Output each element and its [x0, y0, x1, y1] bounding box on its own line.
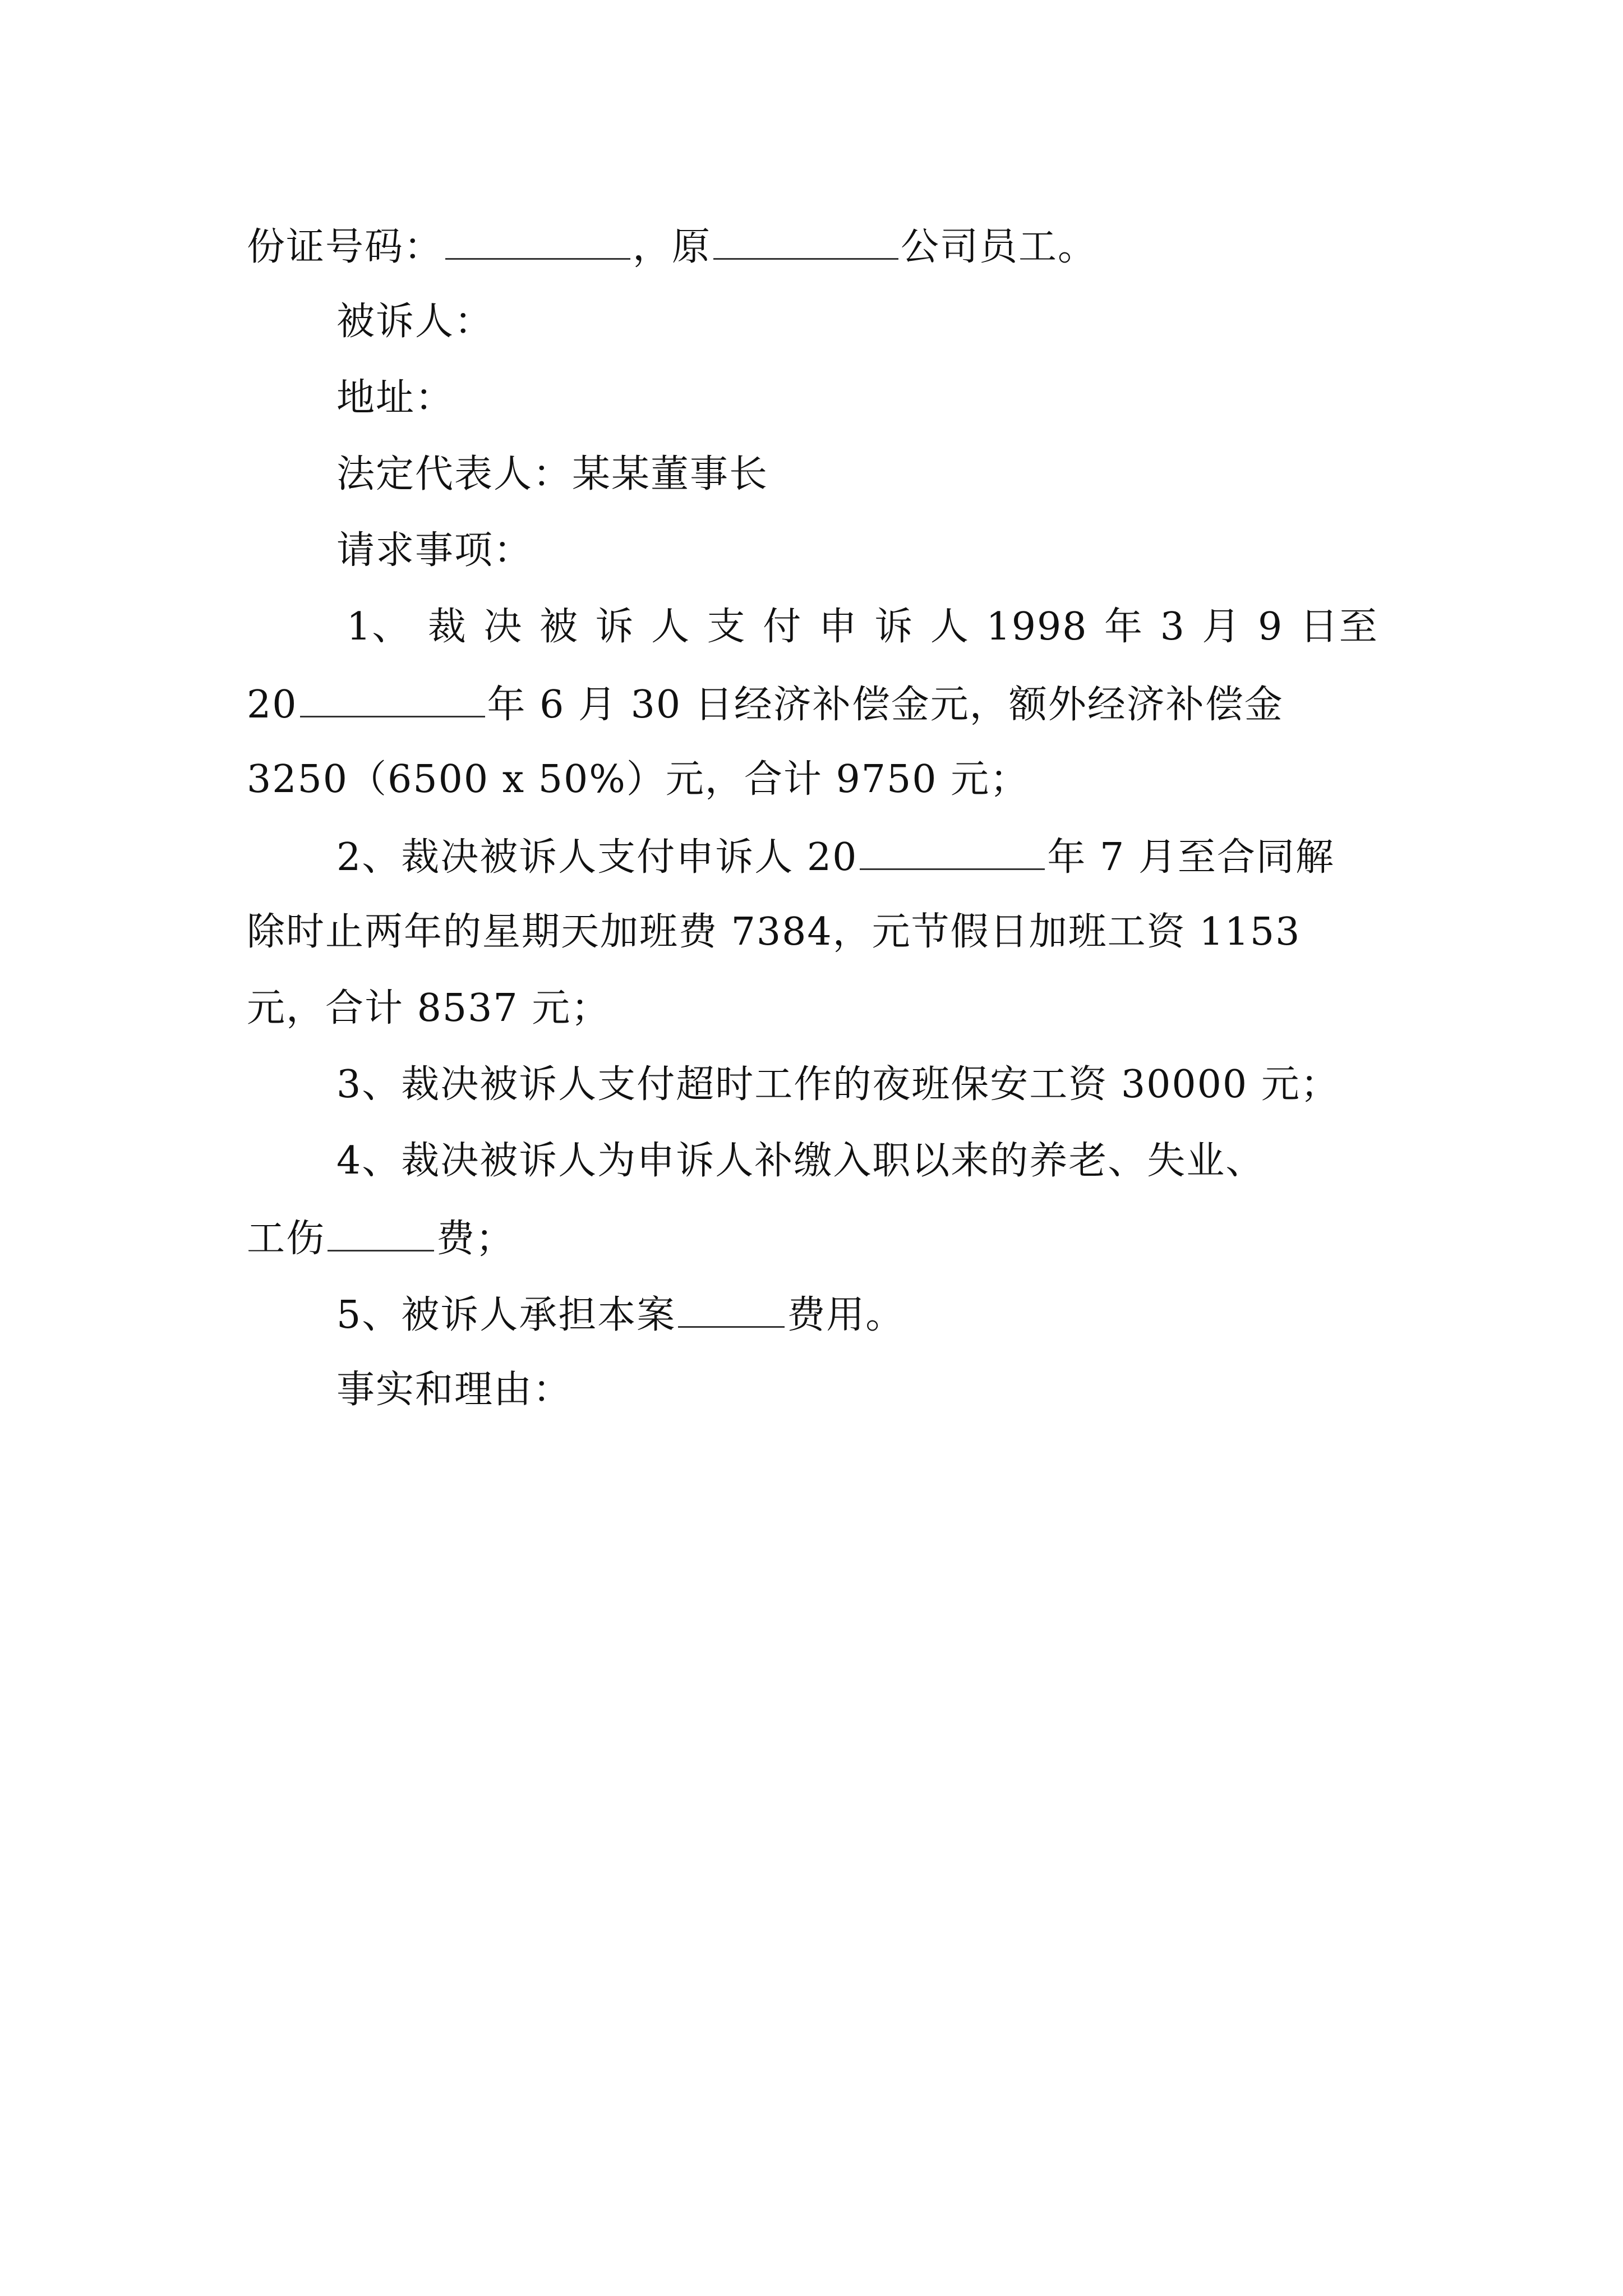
item-1-token: 裁: [427, 605, 467, 649]
request-item-2-row-2: 除时止两年的星期天加班费 7384，元节假日加班工资 1153: [247, 910, 1301, 954]
item-1-token: 年: [1104, 605, 1144, 649]
item-5-text-a: 5、被诉人承担本案: [336, 1293, 676, 1337]
legal-representative: 法定代表人：某某董事长: [336, 452, 769, 496]
compensation-text: 年 6 月 30 日经济补偿金元，额外经济补偿金: [487, 683, 1284, 727]
item-2-text-b: 年 7 月至合同解: [1047, 835, 1335, 880]
item-1-token: 日至: [1299, 605, 1378, 649]
request-item-1-row-1: [347, 600, 1378, 654]
year-blank: [300, 677, 485, 717]
request-item-1-row-3: 3250（6500 x 50%）元，合计 9750 元；: [247, 757, 1030, 802]
id-number-blank: [445, 219, 630, 260]
item-5-text-b: 费用。: [787, 1293, 905, 1337]
facts-heading: 事实和理由：: [336, 1368, 573, 1412]
item-5-blank: [678, 1287, 785, 1328]
item-1-token: 被: [539, 605, 579, 649]
employee-label: 公司员工。: [901, 225, 1098, 269]
item-1-token: 申: [818, 605, 858, 649]
item-2-year-blank: [860, 829, 1045, 870]
fee-label: 费；: [436, 1217, 515, 1261]
request-item-1-row-2: [247, 677, 1391, 730]
injury-blank: [328, 1211, 434, 1251]
requests-heading: 请求事项：: [336, 528, 533, 573]
item-1-token: 1998: [986, 605, 1088, 649]
request-item-2-row-1: [336, 829, 1391, 883]
request-item-4-row-2: [247, 1211, 1391, 1264]
item-1-token: 诉: [874, 605, 914, 649]
item-1-token: 9: [1257, 605, 1284, 649]
respondent-label: 被诉人：: [336, 300, 494, 344]
item-1-token: 付: [763, 605, 803, 649]
request-item-4-row-1: 4、裁决被诉人为申诉人补缴入职以来的养老、失业、: [336, 1139, 1265, 1183]
item-1-token: 1、: [347, 605, 412, 649]
id-number-line: [247, 219, 1391, 273]
address-label: 地址：: [336, 376, 455, 420]
item-1-token: 人: [651, 605, 691, 649]
item-1-token: 3: [1160, 605, 1186, 649]
company-blank: [713, 219, 898, 260]
request-item-5: [336, 1287, 1391, 1341]
id-number-label: 份证号码：: [247, 225, 444, 269]
injury-label: 工伤: [247, 1217, 326, 1261]
item-1-token: 诉: [595, 605, 635, 649]
item-1-token: 月: [1202, 605, 1242, 649]
item-2-text-a: 2、裁决被诉人支付申诉人 20: [336, 835, 858, 880]
item-1-token: 支: [707, 605, 746, 649]
former-company-label: ，原: [633, 225, 712, 269]
request-item-3: 3、裁决被诉人支付超时工作的夜班保安工资 30000 元；: [336, 1062, 1340, 1107]
item-1-token: 决: [483, 605, 523, 649]
year-prefix: 20: [247, 683, 298, 727]
request-item-2-row-3: 元，合计 8537 元；: [247, 986, 611, 1030]
item-1-token: 人: [930, 605, 970, 649]
